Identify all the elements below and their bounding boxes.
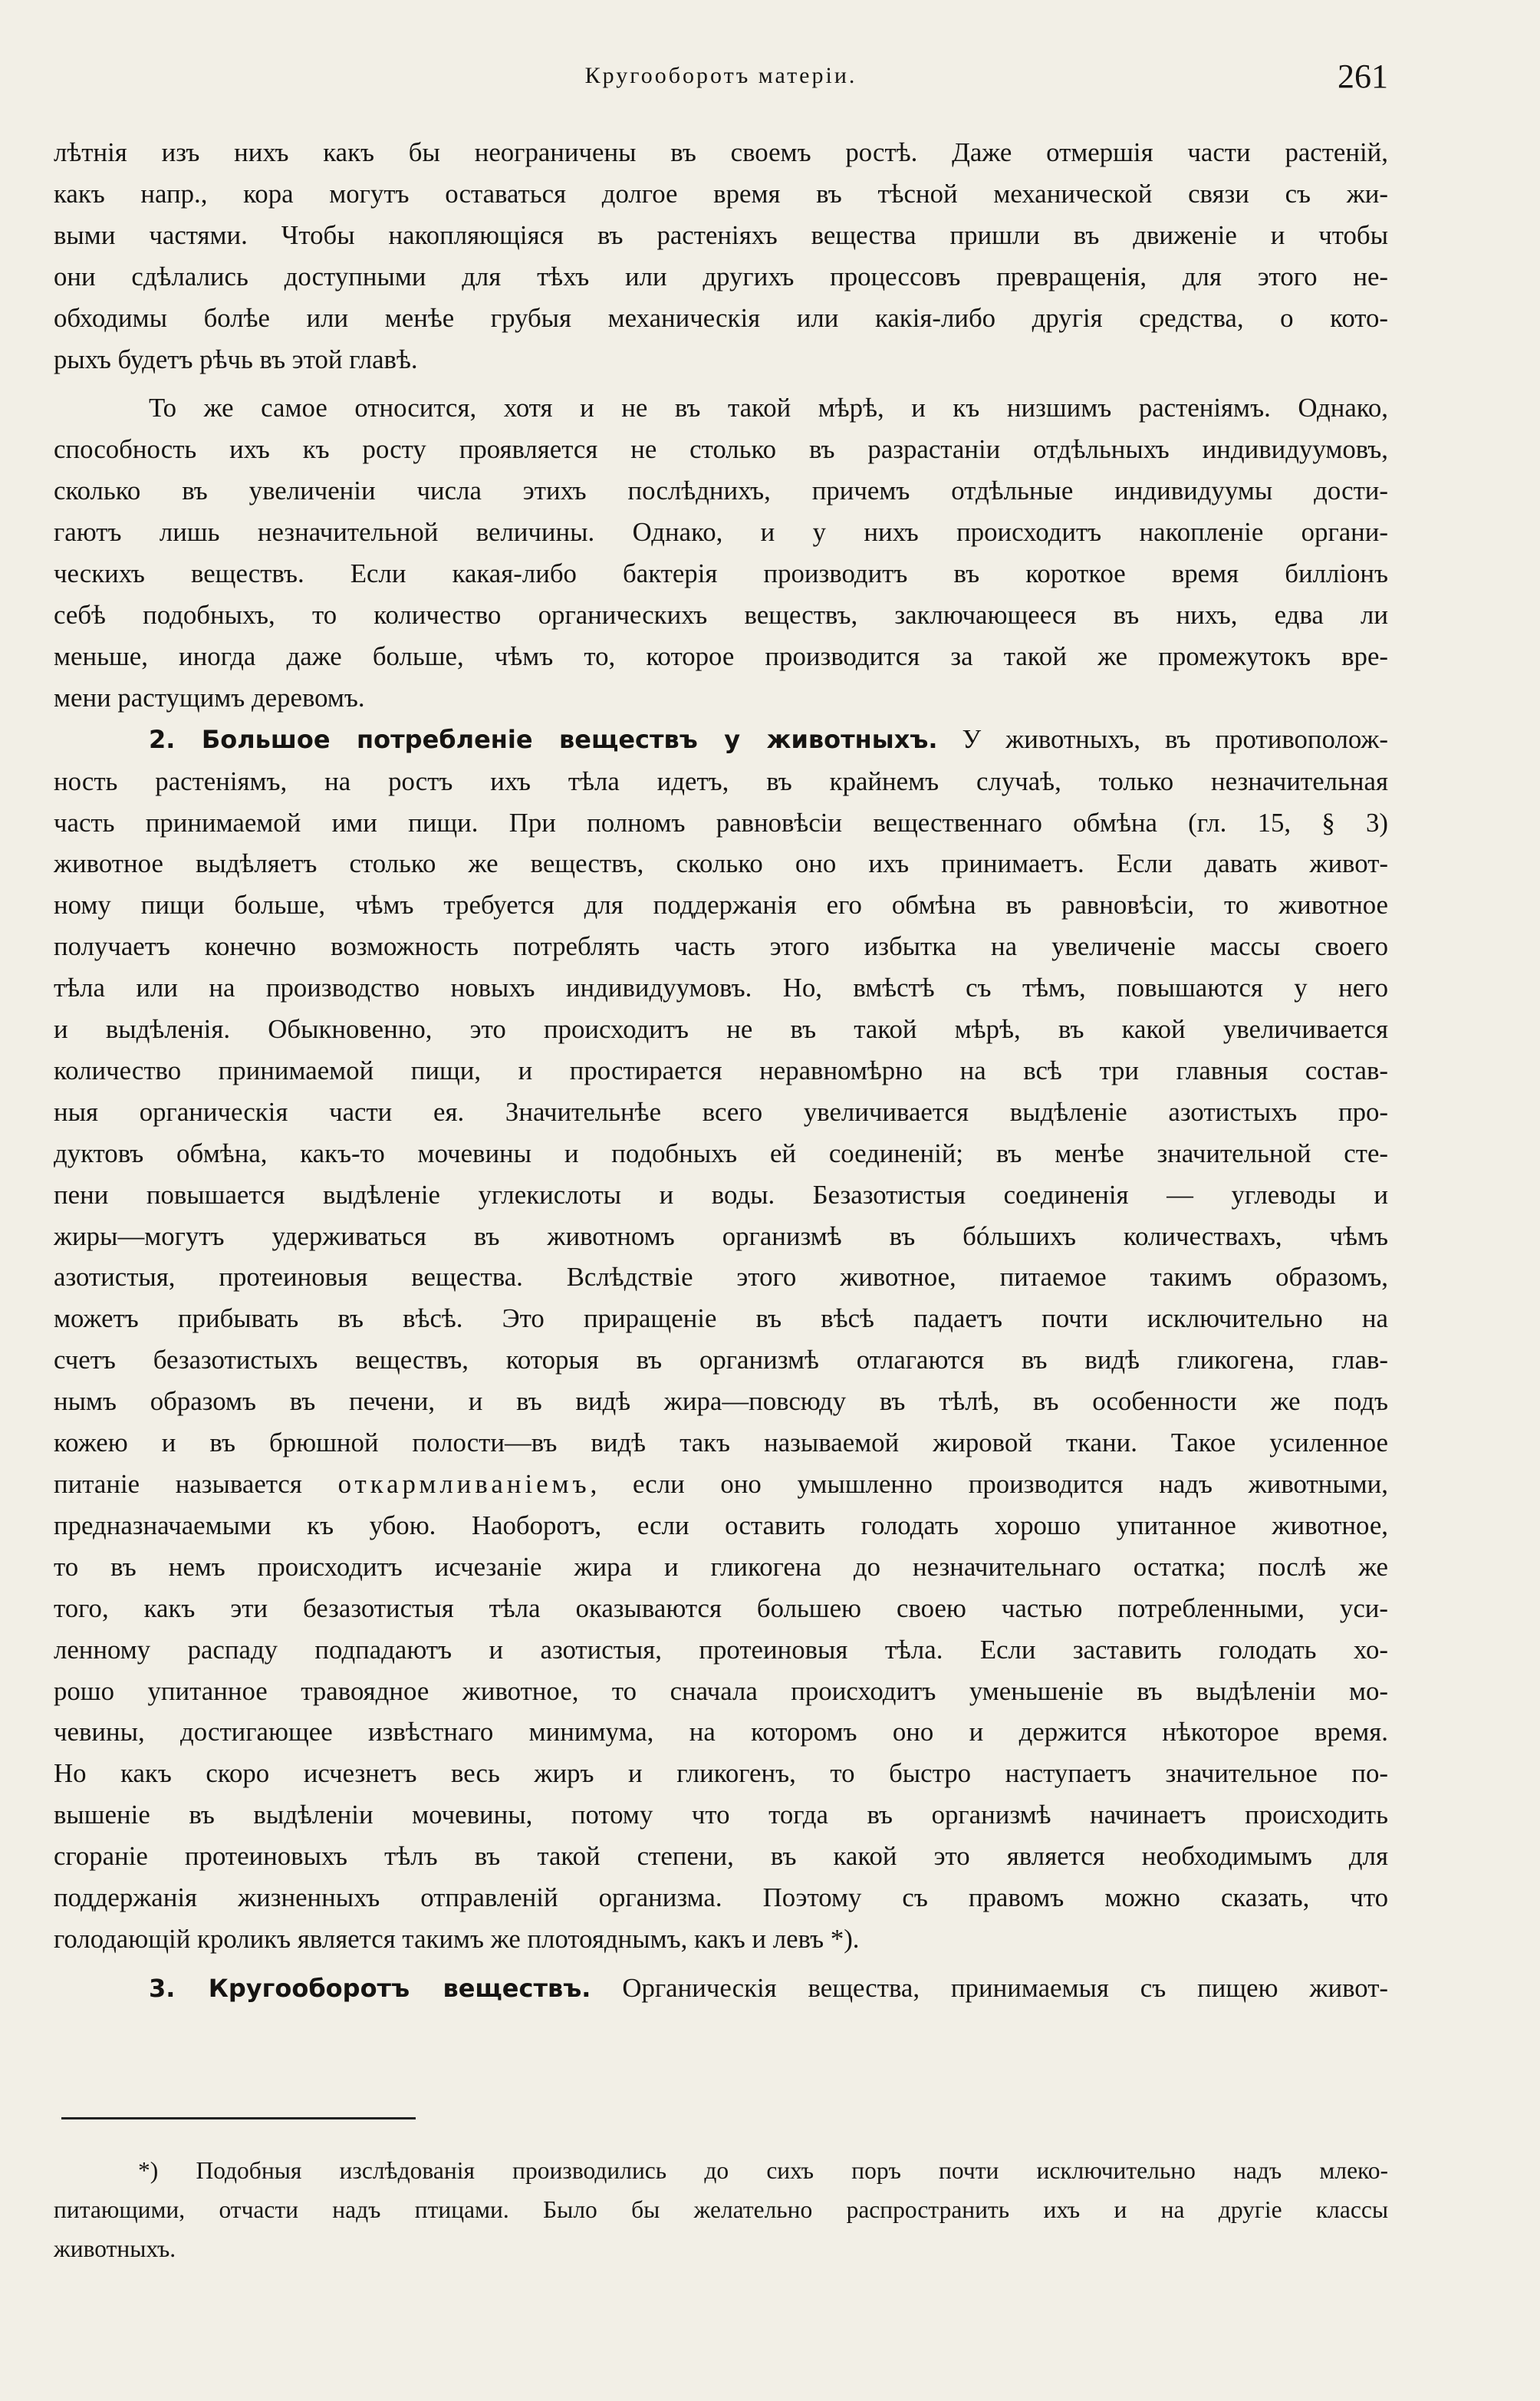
- text-line: То же самое относится, хотя и не въ такой мѣрѣ, и къ низшимъ растеніямъ. Однако,: [149, 393, 1388, 423]
- text-line: нымъ образомъ въ печени, и въ видѣ жира—повсюду въ тѣлѣ, въ особенности же подъ: [54, 1386, 1388, 1417]
- text-line: и выдѣленія. Обыкновенно, это происходитъ не въ такой мѣрѣ, въ какой увеличивается: [54, 1014, 1388, 1045]
- text-line: поддержанія жизненныхъ отправленій организма. Поэтому съ правомъ можно сказать, что: [54, 1882, 1388, 1913]
- text-run: У животныхъ, въ противополож-: [937, 723, 1389, 754]
- text-run: , если оно умышленно производится надъ животными,: [590, 1469, 1389, 1499]
- text-line: предназначаемыми къ убою. Наоборотъ, если оставить голодать хорошо упитанное животное,: [54, 1510, 1388, 1540]
- text-line: чевины, достигающее извѣстнаго минимума, на которомъ оно и держится нѣкоторое время.: [54, 1717, 1388, 1747]
- section-heading: 3. Кругооборотъ веществъ.: [149, 1973, 591, 2003]
- text-line: они сдѣлались доступными для тѣхъ или другихъ процессовъ превращенія, для этого не-: [54, 261, 1388, 291]
- text-line: животное выдѣляетъ столько же веществъ, сколько оно ихъ принимаетъ. Если давать живот-: [54, 848, 1388, 879]
- text-line: получаетъ конечно возможность потреблять часть этого избытка на увеличеніе массы своего: [54, 931, 1388, 962]
- text-line: счетъ безазотистыхъ веществъ, которыя въ организмѣ отлагаются въ видѣ гликогена, глав-: [54, 1345, 1388, 1375]
- text-line: Но какъ скоро исчезнетъ весь жиръ и гликогенъ, то быстро наступаетъ значительное по-: [54, 1758, 1388, 1789]
- text-line: количество принимаемой пищи, и простирается неравномѣрно на всѣ три главныя состав-: [54, 1055, 1388, 1085]
- text-line: способность ихъ къ росту проявляется не столько въ разрастаніи отдѣльныхъ индивидуумовъ,: [54, 434, 1388, 465]
- text-line: гаютъ лишь незначительной величины. Однако, и у нихъ происходитъ накопленіе органи-: [54, 517, 1388, 548]
- text-line: азотистыя, протеиновыя вещества. Вслѣдствіе этого животное, питаемое такимъ образомъ,: [54, 1262, 1388, 1293]
- text-line: ческихъ веществъ. Если какая-либо бактерія производитъ въ короткое время билліонъ: [54, 558, 1388, 589]
- text-line: голодающій кроликъ является такимъ же плотояднымъ, какъ и левъ *).: [54, 1923, 860, 1954]
- text-line: ность растеніямъ, на ростъ ихъ тѣла идетъ, въ крайнемъ случаѣ, только незначительная: [54, 766, 1388, 796]
- text-line: вышеніе въ выдѣленіи мочевины, потому что тогда въ организмѣ начинаетъ происходить: [54, 1800, 1388, 1830]
- footnote-rule: [61, 2117, 416, 2119]
- body-text: [54, 132, 1388, 2010]
- text-line: кожею и въ брюшной полости—въ видѣ такъ называемой жировой ткани. Такое усиленное: [54, 1428, 1388, 1458]
- text-line: меньше, иногда даже больше, чѣмъ то, которое производится за такой же промежутокъ вре-: [54, 641, 1388, 671]
- text-line: мени растущимъ деревомъ.: [54, 682, 365, 713]
- section-3-first-line: [54, 1968, 1388, 2010]
- text-run: питаніе называется: [54, 1469, 338, 1499]
- text-line-fattening: [54, 1464, 1388, 1505]
- text-line: выми частями. Чтобы накопляющіяся въ растеніяхъ вещества пришли въ движеніе и чтобы: [54, 219, 1388, 250]
- text-line: можетъ прибывать въ вѣсѣ. Это приращеніе въ вѣсѣ падаетъ почти исключительно на: [54, 1303, 1388, 1334]
- text-line: жиры—могутъ удерживаться въ животномъ организмѣ въ бóльшихъ количествахъ, чѣмъ: [54, 1220, 1388, 1251]
- text-line: сколько въ увеличеніи числа этихъ послѣднихъ, причемъ отдѣльные индивидуумы дости-: [54, 476, 1388, 506]
- emphasized-term: откармливаніемъ: [337, 1469, 591, 1499]
- text-line: рошо упитанное травоядное животное, то сначала происходитъ уменьшеніе въ выдѣленіи мо-: [54, 1675, 1388, 1706]
- text-line: какъ напр., кора могутъ оставаться долгое время въ тѣсной механической связи съ жи-: [54, 178, 1388, 209]
- footnote-line: животныхъ.: [54, 2235, 176, 2262]
- text-line: ленному распаду подпадаютъ и азотистыя, протеиновыя тѣла. Если заставить голодать хо-: [54, 1634, 1388, 1665]
- text-run: Органическія вещества, принимаемыя съ пищею живот-: [591, 1972, 1389, 2003]
- text-line: тѣла или на производство новыхъ индивидуумовъ. Но, вмѣстѣ съ тѣмъ, повышаются у него: [54, 973, 1388, 1003]
- footnote-line: *) Подобныя изслѣдованія производились до сихъ поръ почти исключительно надъ млеко-: [138, 2157, 1388, 2184]
- page-header: [54, 60, 1388, 106]
- section-heading: 2. Большое потребленіе веществъ у животныхъ.: [149, 724, 938, 754]
- text-line: то въ немъ происходитъ исчезаніе жира и гликогена до незначительнаго остатка; послѣ же: [54, 1551, 1388, 1582]
- text-line: обходимы болѣе или менѣе грубыя механическія или какія-либо другія средства, о кото-: [54, 302, 1388, 333]
- text-line: сгораніе протеиновыхъ тѣлъ въ такой степени, въ какой это является необходимымъ для: [54, 1841, 1388, 1872]
- text-line: ному пищи больше, чѣмъ требуется для поддержанія его обмѣна въ равновѣсіи, то животное: [54, 890, 1388, 921]
- text-line: себѣ подобныхъ, то количество органическихъ веществъ, заключающееся въ нихъ, едва ли: [54, 599, 1388, 630]
- text-line: лѣтнія изъ нихъ какъ бы неограничены въ своемъ ростѣ. Даже отмершія части растеній,: [54, 137, 1388, 167]
- text-line: рыхъ будетъ рѣчь въ этой главѣ.: [54, 344, 418, 374]
- text-line: часть принимаемой ими пищи. При полномъ равновѣсіи вещественнаго обмѣна (гл. 15, § 3): [54, 807, 1388, 838]
- footnote-line: питающими, отчасти надъ птицами. Было бы желательно распространить ихъ и на другіе классы: [54, 2196, 1388, 2223]
- running-title: Кругооборотъ матерiи.: [584, 63, 857, 88]
- section-2-first-line: [54, 719, 1388, 761]
- text-line: пени повышается выдѣленіе углекислоты и воды. Безазотистыя соединенія — углеводы и: [54, 1179, 1388, 1210]
- page-number: 261: [1338, 58, 1388, 95]
- text-line: ныя органическія части ея. Значительнѣе всего увеличивается выдѣленіе азотистыхъ про-: [54, 1096, 1388, 1127]
- text-line: дуктовъ обмѣна, какъ-то мочевины и подобныхъ ей соединеній; въ менѣе значительной сте-: [54, 1138, 1388, 1168]
- footnote: [54, 2151, 1388, 2268]
- text-line: того, какъ эти безазотистыя тѣла оказываются большею своею частью потребленными, уси-: [54, 1592, 1388, 1623]
